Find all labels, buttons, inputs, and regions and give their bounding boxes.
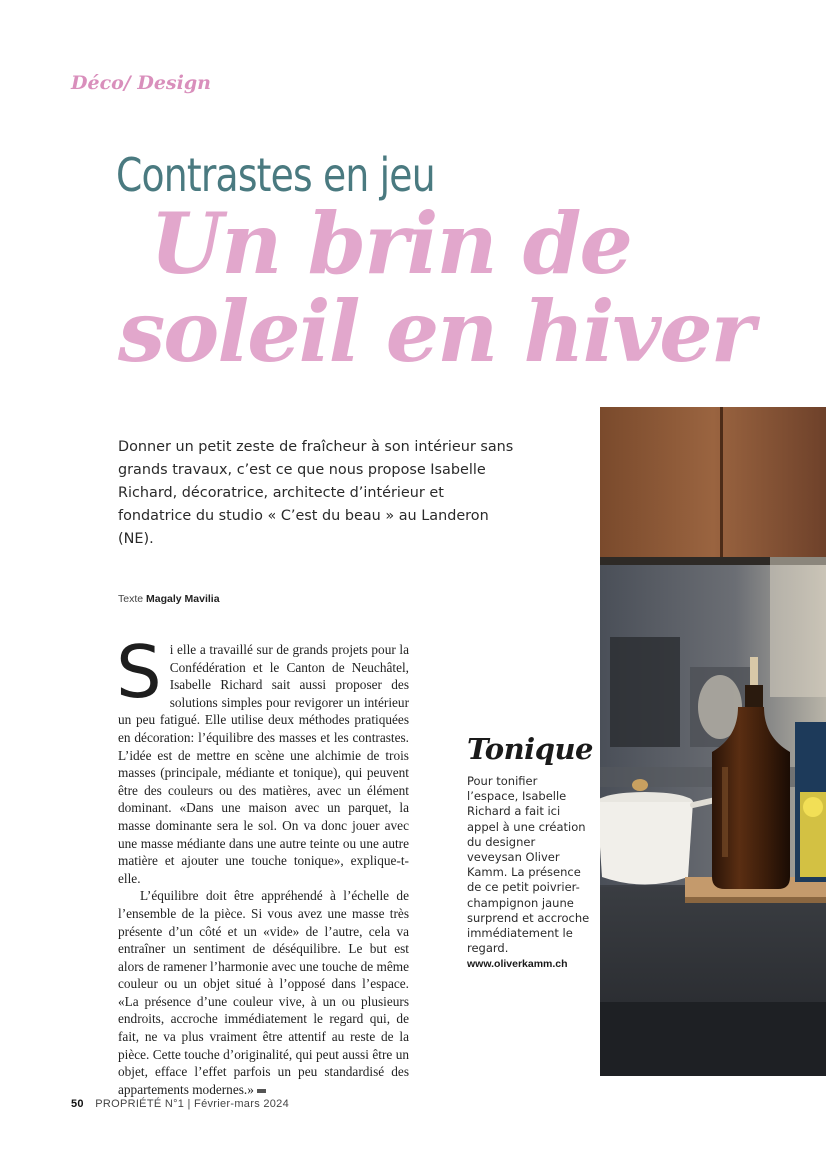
- body-paragraph-2: [118, 887, 409, 1098]
- sidebar-text: Pour tonifier l’espace, Isabelle Richard a fait ici appel à une création du designer veveysan Oliver Kamm. La présence de ce petit poivrier-champignon jaune surprend et accroche immédiatement le regard.: [467, 774, 590, 956]
- article-subtitle: Contrastes en jeu: [116, 148, 435, 202]
- sidebar-title: Tonique: [467, 732, 594, 766]
- tonique-sidebar: [467, 732, 597, 970]
- article-lead: Donner un petit zeste de fraîcheur à son intérieur sans grands travaux, c’est ce que nous propose Isabelle Richard, décoratrice, architecte d’intérieur et fondatrice du studio « C’est du beau » au Landeron (NE).: [118, 439, 514, 547]
- end-mark-icon: [257, 1089, 266, 1093]
- byline-author: Magaly Mavilia: [146, 593, 220, 605]
- headline-line-1: Un brin de: [150, 194, 631, 293]
- headline-line-2: soleil en hiver: [118, 282, 753, 381]
- byline: [118, 593, 220, 605]
- byline-prefix: Texte: [118, 593, 144, 605]
- article-body: [116, 630, 409, 1098]
- designer-website-link[interactable]: www.oliverkamm.ch: [467, 958, 568, 971]
- section-rubric: Déco/ Design: [71, 72, 211, 94]
- body-paragraph-1: [116, 630, 409, 887]
- page-number: 50: [71, 1098, 84, 1110]
- drop-cap: S: [116, 630, 162, 714]
- kitchen-photo: [600, 407, 826, 1076]
- article-headline: [118, 194, 753, 381]
- paragraph-2-text: L’équilibre doit être appréhendé à l’échelle de l’ensemble de la pièce. Si vous avez une masse très présente d’un côté et un «vide» de l’autre, cela va entraîner un sentiment de déséquilibre. Le but est alors de ramener l’harmonie avec une touche de même couleur ou un objet situé à l’opposé dans l’espace. «La présence d’une couleur vive, à un ou plusieurs endroits, accroche immédiatement le regard qui, de fait, ne va plus vraiment être attentif au reste de la pièce. Cette touche d’originalité, qui peut aussi être un objet, efface l’effet parfois un peu standardisé des appartements modernes.»: [118, 888, 409, 1097]
- publication-info: PROPRIÉTÉ N°1 | Février-mars 2024: [95, 1098, 290, 1110]
- page-footer: [71, 1098, 289, 1110]
- paragraph-1-text: i elle a travaillé sur de grands projets pour la Confédération et le Canton de Neuchâtel, Isabelle Richard sait aussi proposer des solutions simples pour revigorer un intérieur un peu fatigué. Elle utilise deux méthodes pratiquées en décoration: l’équilibre des masses et les contrastes. L’idée est de mettre en scène une alchimie de trois masses (principale, médiante et tonique), qui peuvent être des couleurs ou des matières, avec un élément dominant. «Dans une maison avec un parquet, la masse dominante sera le sol. On va donc jouer avec une masse médiante dans une autre teinte ou une autre matière et ajouter une touche tonique», explique-t-elle.: [118, 642, 409, 886]
